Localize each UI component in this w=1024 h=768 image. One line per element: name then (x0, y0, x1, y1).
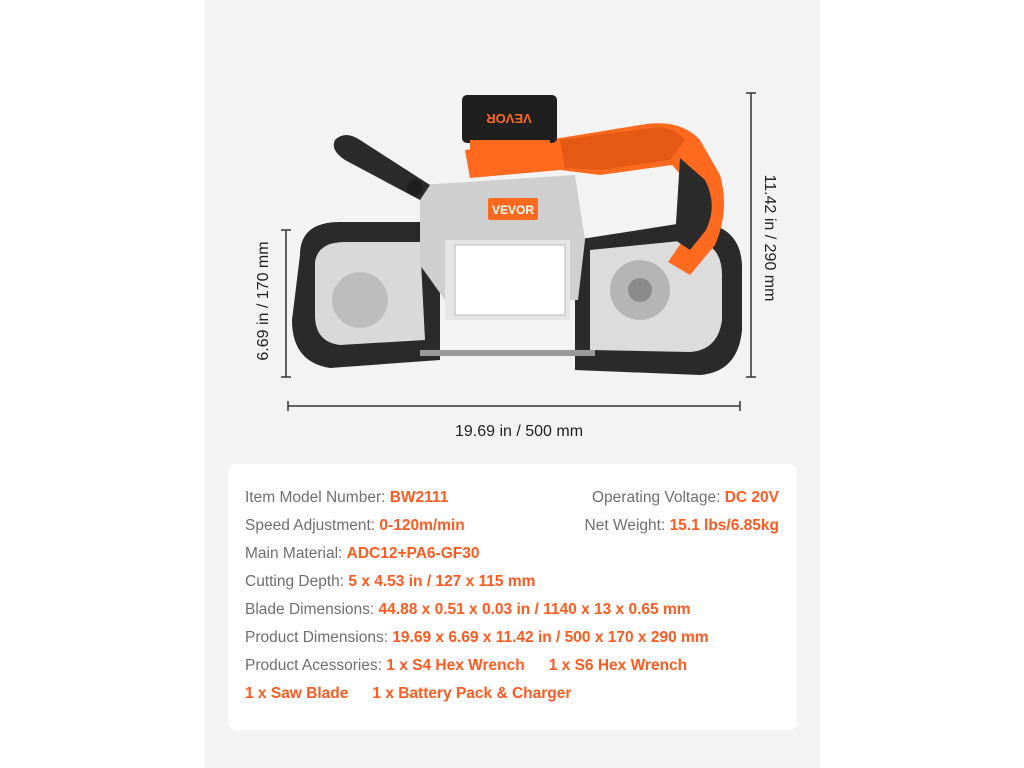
spec-cutting-depth: Cutting Depth: 5 x 4.53 in / 127 x 115 mm (245, 573, 536, 590)
accessory-item: 1 x Battery Pack & Charger (372, 685, 572, 702)
spec-main-material: Main Material: ADC12+PA6-GF30 (245, 545, 480, 562)
accessory-item: 1 x S4 Hex Wrench (386, 657, 525, 674)
accessory-item: 1 x S6 Hex Wrench (548, 657, 688, 674)
accessory-item: 1 x Saw Blade (245, 685, 349, 702)
spec-speed-adjustment: Speed Adjustment: 0-120m/min (245, 517, 465, 534)
total-height-dimension-label: 11.42 in / 290 mm (761, 174, 778, 302)
battery-pack (462, 95, 557, 154)
width-dimension-label: 19.69 in / 500 mm (454, 423, 584, 440)
spec-product-accessories: Product Acessories: 1 x S4 Hex Wrench 1 x S6 Hex Wrench (245, 657, 688, 674)
spec-blade-dimensions: Blade Dimensions: 44.88 x 0.51 x 0.03 in / 1140 x 13 x 0.65 mm (245, 601, 691, 618)
body-logo: VEVOR (491, 203, 535, 217)
battery-logo: VEVOR (486, 111, 532, 126)
spec-item-model: Item Model Number: BW2111 (245, 489, 449, 506)
spec-net-weight: Net Weight: 15.1 lbs/6.85kg (584, 517, 779, 534)
spec-operating-voltage: Operating Voltage: DC 20V (592, 489, 779, 506)
height-dimension-label: 6.69 in / 170 mm (255, 241, 272, 361)
saw-body (420, 175, 585, 320)
right-wheel-housing (575, 222, 742, 375)
left-wheel-housing (292, 222, 440, 368)
saw-blade (420, 350, 595, 356)
spec-product-dimensions: Product Dimensions: 19.69 x 6.69 x 11.42 in / 500 x 170 x 290 mm (245, 629, 709, 646)
spec-product-accessories-cont (245, 684, 571, 704)
front-handle (334, 135, 430, 200)
